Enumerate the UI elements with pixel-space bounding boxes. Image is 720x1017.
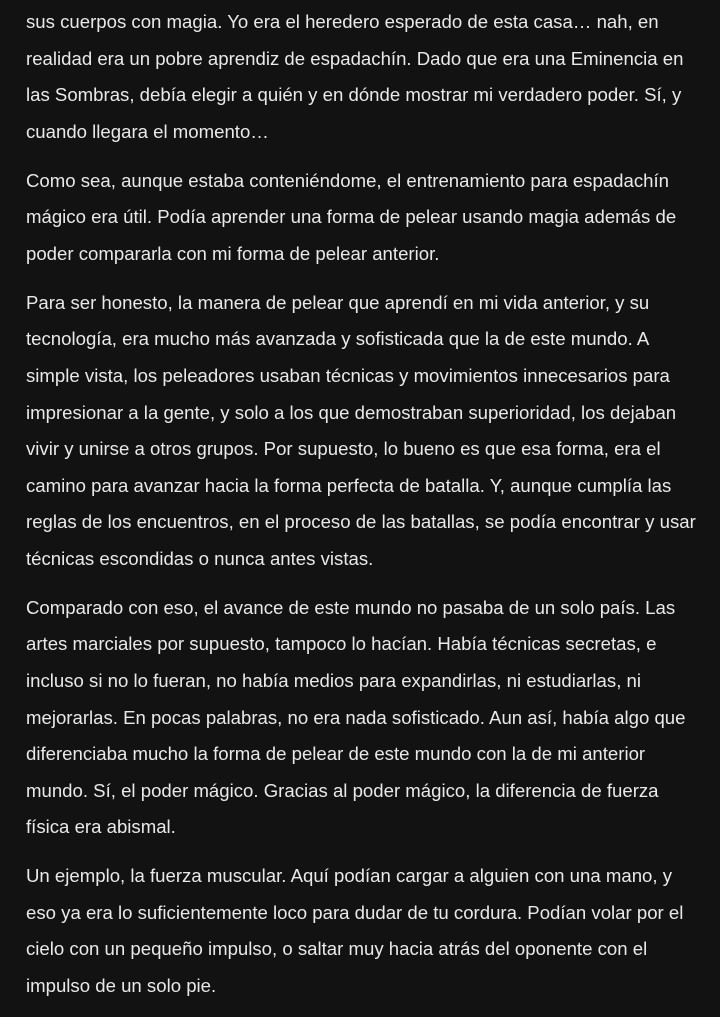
paragraph-1: sus cuerpos con magia. Yo era el heredero esperado de esta casa… nah, en realidad era un pobre aprendiz de espadachín. Dado que era una Eminencia en las Sombras, debía elegir a quién y en dónde mostrar mi verdadero poder. Sí, y cuando llegara el momento… [26,11,684,142]
reader-text-body [26,4,698,1017]
paragraph-2: Como sea, aunque estaba conteniéndome, el entrenamiento para espadachín mágico era útil. Podía aprender una forma de pelear usando magia además de poder compararla con mi forma de pelear anterior. [26,169,677,264]
paragraph-4: Comparado con eso, el avance de este mundo no pasaba de un solo país. Las artes marciales por supuesto, tampoco lo hacían. Había técnicas secretas, e incluso si no lo fueran, no había medios para expandirlas, ni estudiarlas, ni mejorarlas. En pocas palabras, no era nada sofisticado. Aun así, había algo que diferenciaba mucho la forma de pelear de este mundo con la de mi anterior mundo. Sí, el poder mágico. Gracias al poder mágico, la diferencia de fuerza física era abismal. [26,596,686,838]
paragraph-3: Para ser honesto, la manera de pelear que aprendí en mi vida anterior, y su tecnología, era mucho más avanzada y sofisticada que la de este mundo. A simple vista, los peleadores usaban técnicas y movimientos innecesarios para impresionar a la gente, y solo a los que demostraban superioridad, los dejaban vivir y unirse a otros grupos. Por supuesto, lo bueno es que esa forma, era el camino para avanzar hacia la forma perfecta de batalla. Y, aunque cumplía las reglas de los encuentros, en el proceso de las batallas, se podía encontrar y usar técnicas escondidas o nunca antes vistas. [26,291,696,569]
paragraph-5: Un ejemplo, la fuerza muscular. Aquí podían cargar a alguien con una mano, y eso ya era lo suficientemente loco para dudar de tu cordura. Podían volar por el cielo con un pequeño impulso, o saltar muy hacia atrás del oponente con el impulso de un solo pie. [26,865,684,997]
